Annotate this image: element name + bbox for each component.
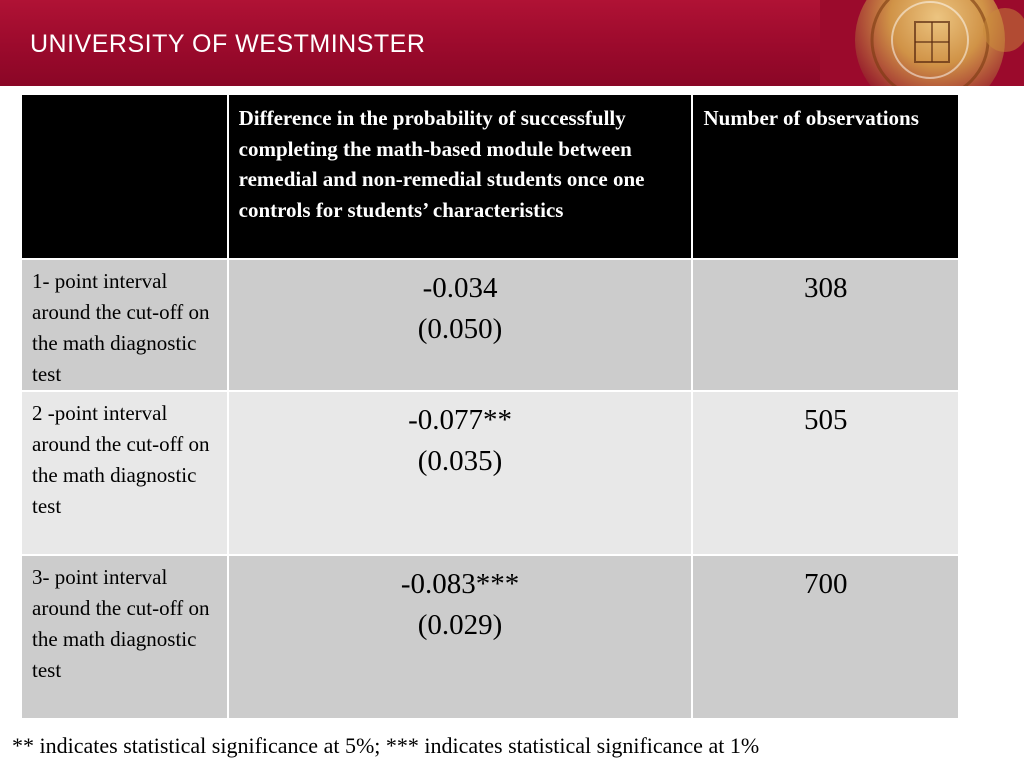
table-row bbox=[21, 391, 959, 555]
observations-cell bbox=[692, 391, 959, 555]
row-label-cell bbox=[21, 259, 228, 391]
observations-value: 308 bbox=[803, 272, 848, 304]
estimate-cell bbox=[228, 391, 693, 555]
header-empty-cell bbox=[21, 94, 228, 259]
table-row bbox=[21, 555, 959, 719]
observations-cell bbox=[692, 259, 959, 391]
estimate-value: -0.034 bbox=[422, 272, 498, 304]
standard-error-value: (0.050) bbox=[417, 313, 503, 345]
estimate-cell bbox=[228, 555, 693, 719]
table-row bbox=[21, 259, 959, 391]
header-label-probability-difference: Difference in the probability of successfully completing the math-based module between remedial and non-remedial students once one controls for students’ characteristics bbox=[238, 106, 645, 222]
header-number-of-observations bbox=[692, 94, 959, 259]
standard-error-value: (0.035) bbox=[417, 445, 503, 477]
standard-error-value: (0.029) bbox=[417, 609, 503, 641]
row-label: 2 -point interval around the cut-off on the math diagnostic test bbox=[32, 401, 210, 518]
table-header-row bbox=[21, 94, 959, 259]
estimate-cell bbox=[228, 259, 693, 391]
header-label-empty bbox=[22, 95, 227, 103]
row-label: 1- point interval around the cut-off on the math diagnostic test bbox=[32, 269, 210, 386]
significance-footnote: ** indicates statistical significance at 5%; *** indicates statistical significance at 1% bbox=[12, 733, 760, 758]
header-probability-difference bbox=[228, 94, 693, 259]
estimate-value: -0.083*** bbox=[400, 568, 520, 600]
row-label-cell bbox=[21, 555, 228, 719]
estimate-value: -0.077** bbox=[408, 404, 512, 436]
row-label-cell bbox=[21, 391, 228, 555]
observations-value: 505 bbox=[803, 404, 848, 436]
header-label-observations: Number of observations bbox=[703, 106, 919, 130]
observations-value: 700 bbox=[803, 568, 848, 600]
observations-cell bbox=[692, 555, 959, 719]
header-banner bbox=[0, 0, 1024, 86]
university-name: UNIVERSITY OF WESTMINSTER bbox=[30, 30, 426, 58]
results-table bbox=[20, 93, 960, 720]
university-crest-image bbox=[820, 0, 1024, 86]
row-label: 3- point interval around the cut-off on the math diagnostic test bbox=[32, 565, 210, 682]
